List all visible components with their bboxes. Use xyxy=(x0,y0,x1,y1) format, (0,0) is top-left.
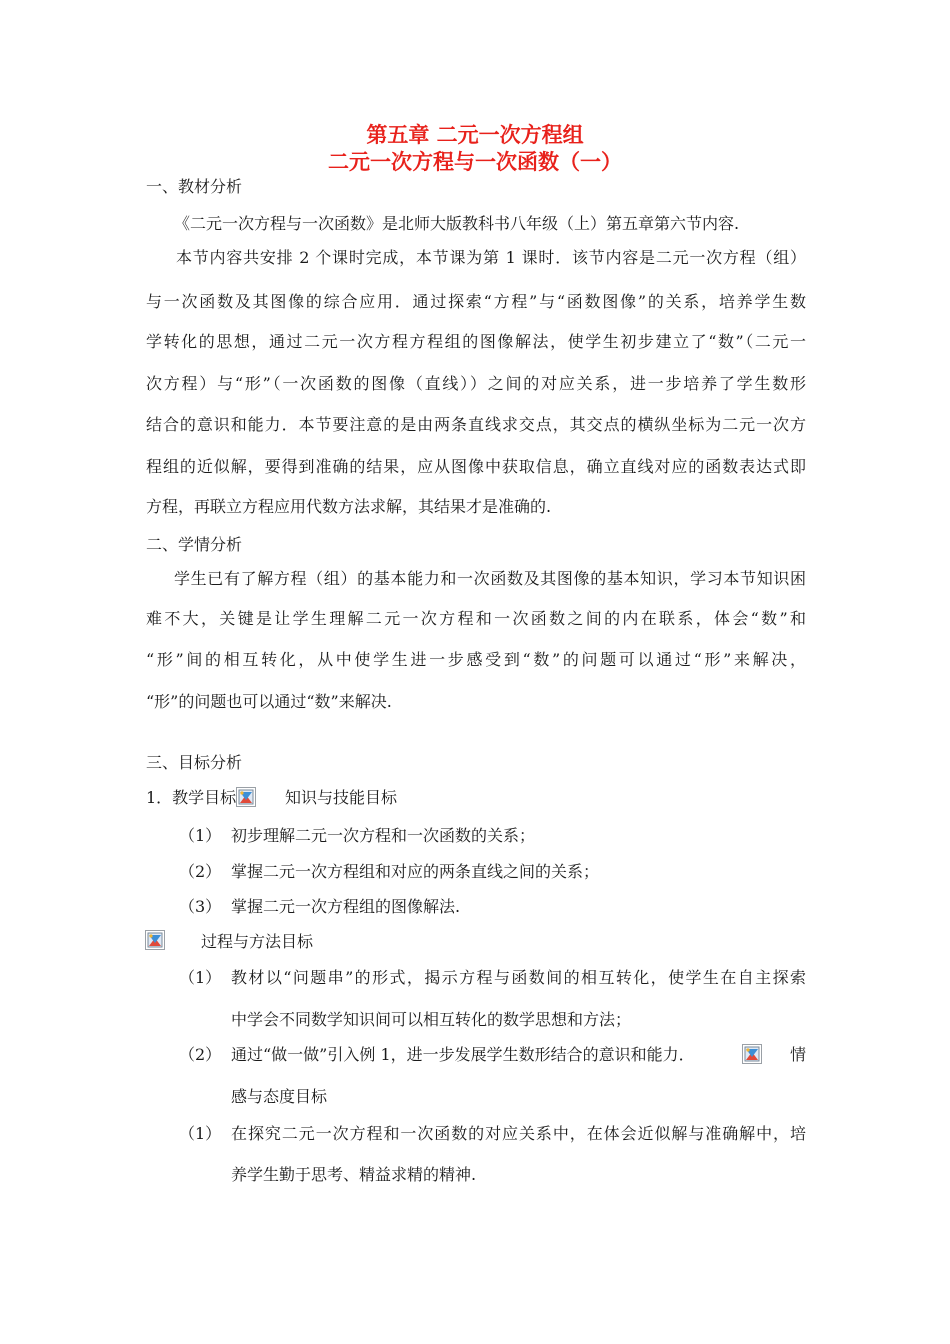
list-item-continuation: 养学生勤于思考、精益求精的精神. xyxy=(231,1165,477,1184)
doc-subtitle: 二元一次方程与一次函数（一） xyxy=(328,150,622,174)
paragraph-line: 结合的意识和能力．本节要注意的是由两条直线求交点，其交点的横纵坐标为二元一次方 xyxy=(146,415,806,434)
paragraph-line: 难不大，关键是让学生理解二元一次方程和一次函数之间的内在联系，体会“数”和 xyxy=(146,609,806,628)
paragraph-line: 学转化的思想，通过二元一次方程方程组的图像解法，使学生初步建立了“数”（二元一 xyxy=(146,332,806,351)
broken-image-icon xyxy=(145,930,165,950)
broken-image-icon xyxy=(742,1044,762,1064)
paragraph-line: “形”的问题也可以通过“数”来解决. xyxy=(146,692,392,711)
paragraph-line: 与一次函数及其图像的综合应用．通过探索“方程”与“函数图像”的关系，培养学生数 xyxy=(146,292,806,311)
list-number: （1） xyxy=(179,826,222,845)
section-heading-2: 二、学情分析 xyxy=(146,535,243,554)
paragraph-line: 学生已有了解方程（组）的基本能力和一次函数及其图像的基本知识，学习本节知识困 xyxy=(174,569,806,588)
list-number: （1） xyxy=(179,1124,222,1143)
broken-image-icon xyxy=(236,787,256,807)
list-number: （2） xyxy=(179,862,222,881)
knowledge-skills-heading: 知识与技能目标 xyxy=(285,788,398,807)
emotion-heading-start: 情 xyxy=(790,1045,807,1064)
process-methods-heading: 过程与方法目标 xyxy=(201,932,314,951)
paragraph-line: “形”间的相互转化，从中使学生进一步感受到“数”的问题可以通过“形”来解决， xyxy=(146,650,806,669)
teaching-goals-label: 1．教学目标 xyxy=(146,788,237,807)
doc-title: 第五章 二元一次方程组 xyxy=(366,123,584,147)
paragraph-line: 本节内容共安排 2 个课时完成，本节课为第 1 课时．该节内容是二元一次方程（组） xyxy=(176,248,806,267)
section-heading-3: 三、目标分析 xyxy=(146,753,243,772)
list-item: 教材以“问题串”的形式，揭示方程与函数间的相互转化，使学生在自主探索 xyxy=(231,968,806,987)
list-item: 掌握二元一次方程组和对应的两条直线之间的关系； xyxy=(231,862,600,881)
emotion-attitude-heading: 感与态度目标 xyxy=(231,1087,328,1106)
section-heading-1: 一、教材分析 xyxy=(146,177,243,196)
list-item-continuation: 中学会不同数学知识间可以相互转化的数学思想和方法； xyxy=(231,1010,632,1029)
list-number: （2） xyxy=(179,1045,222,1064)
paragraph-line: 次方程）与“形”（一次函数的图像（直线））之间的对应关系，进一步培养了学生数形 xyxy=(146,374,806,393)
list-item: 在探究二元一次方程和一次函数的对应关系中，在体会近似解与准确解中，培 xyxy=(231,1124,806,1143)
paragraph-line: 《二元一次方程与一次函数》是北师大版教科书八年级（上）第五章第六节内容. xyxy=(174,214,740,233)
list-item: 掌握二元一次方程组的图像解法. xyxy=(231,897,461,916)
list-item: 通过“做一做”引入例 1，进一步发展学生数形结合的意识和能力． xyxy=(231,1045,695,1064)
paragraph-line: 程组的近似解，要得到准确的结果，应从图像中获取信息，确立直线对应的函数表达式即 xyxy=(146,457,806,476)
paragraph-line: 方程，再联立方程应用代数方法求解，其结果才是准确的. xyxy=(146,497,552,516)
list-item: 初步理解二元一次方程和一次函数的关系； xyxy=(231,826,536,845)
list-number: （1） xyxy=(179,968,222,987)
list-number: （3） xyxy=(179,897,222,916)
